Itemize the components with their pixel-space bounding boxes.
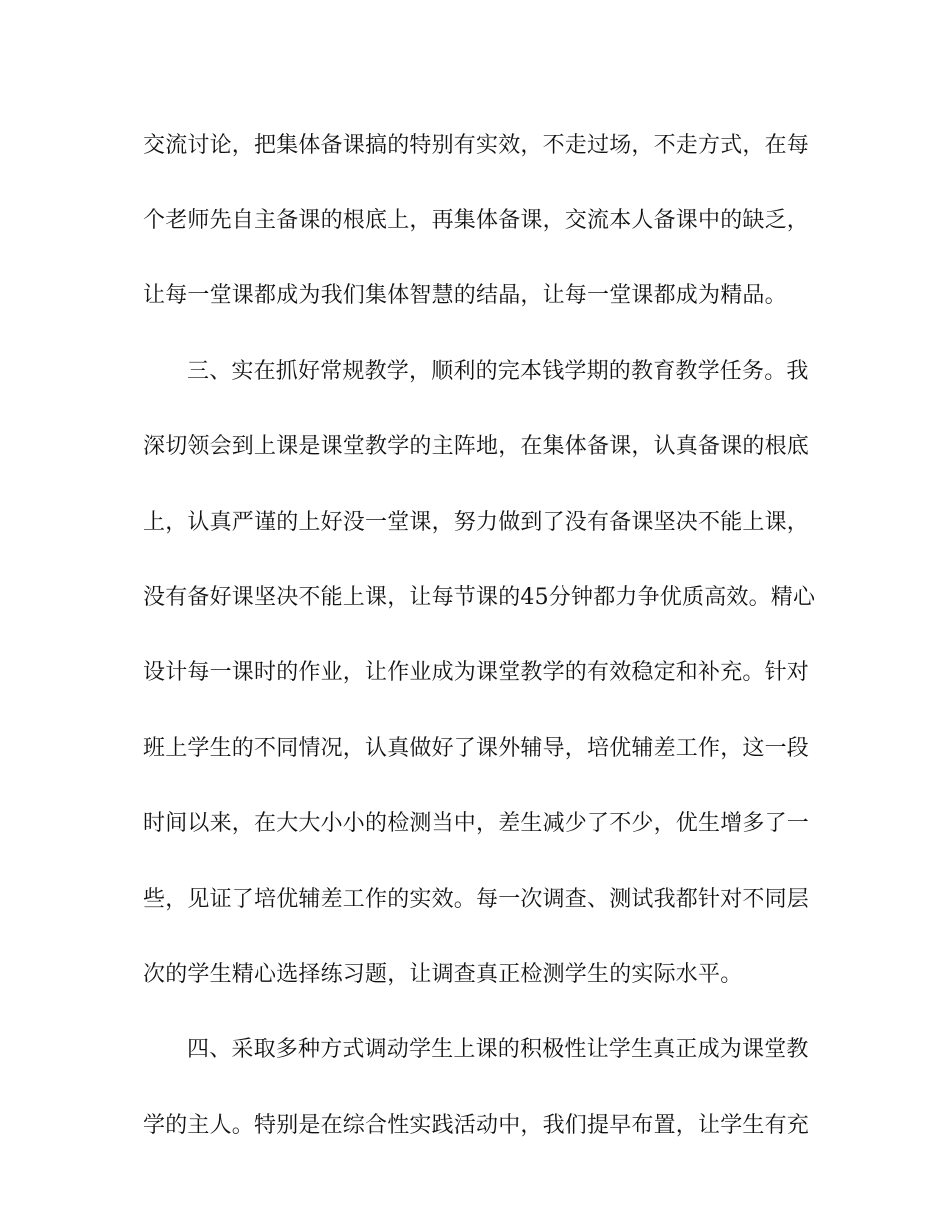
text-line-13: 四、采取多种方式调动学生上课的积极性让学生真正成为课堂教 [187, 1037, 809, 1062]
text-line-5: 深切领会到上课是课堂教学的主阵地，在集体备课，认真备课的根底 [143, 434, 810, 459]
text-line-11: 些，见证了培优辅差工作的实效。每一次调查、测试我都针对不同层 [143, 887, 810, 912]
text-line-2: 个老师先自主备课的根底上，再集体备课，交流本人备课中的缺乏， [143, 208, 810, 233]
text-line-14: 学的主人。特别是在综合性实践活动中，我们提早布置，让学生有充 [143, 1113, 810, 1138]
text-line-6: 上，认真严谨的上好没一堂课，努力做到了没有备课坚决不能上课， [143, 510, 810, 535]
text-line-7: 没有备好课坚决不能上课，让每节课的45分钟都力争优质高效。精心 [143, 585, 816, 610]
text-line-4: 三、实在抓好常规教学，顺利的完本钱学期的教育教学任务。我 [187, 359, 809, 384]
text-line-10: 时间以来，在大大小小的检测当中，差生减少了不少，优生增多了一 [143, 811, 810, 836]
text-line-8: 设计每一课时的作业，让作业成为课堂教学的有效稳定和补充。针对 [143, 660, 810, 685]
text-line-12: 次的学生精心选择练习题，让调查真正检测学生的实际水平。 [143, 962, 743, 987]
text-line-9: 班上学生的不同情况，认真做好了课外辅导，培优辅差工作，这一段 [143, 736, 810, 761]
text-line-1: 交流讨论，把集体备课搞的特别有实效，不走过场，不走方式，在每 [143, 133, 810, 158]
text-line-3: 让每一堂课都成为我们集体智慧的结晶，让每一堂课都成为精品。 [143, 283, 787, 308]
